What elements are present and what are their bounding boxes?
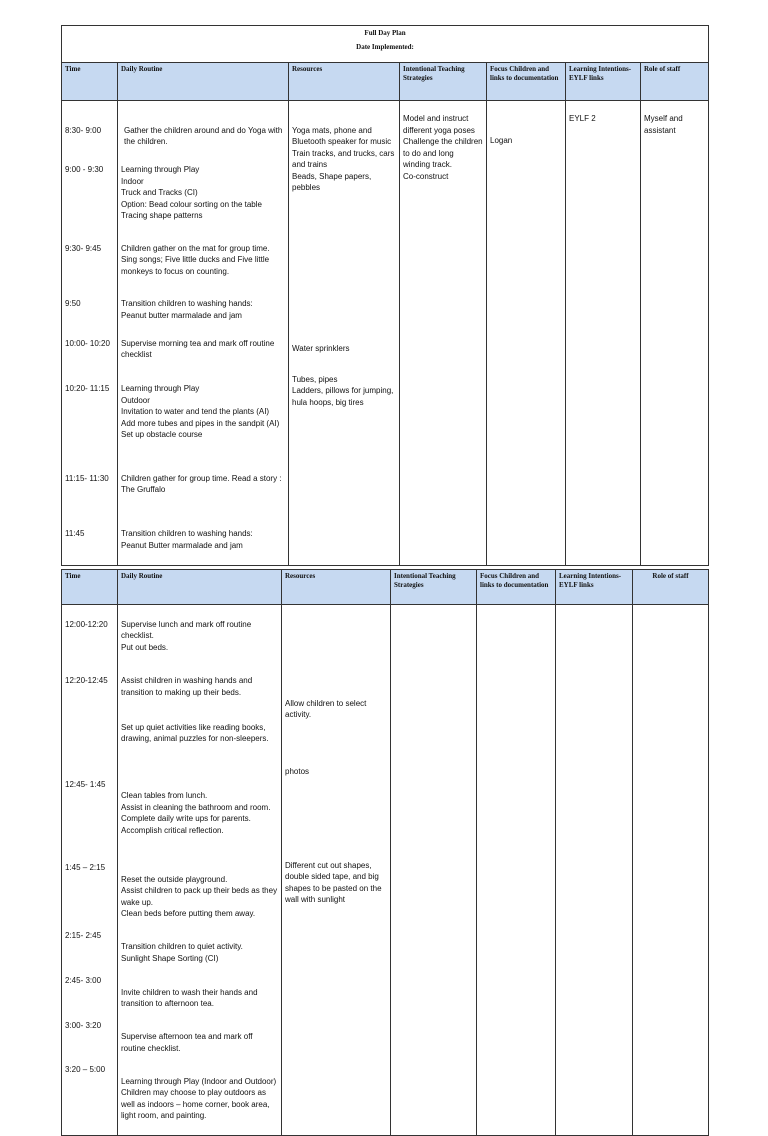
- time-slot: 12:45- 1:45: [65, 779, 106, 789]
- resource-item: Allow children to select activity.: [285, 698, 367, 719]
- header-eylf: Learning Intentions- EYLF links: [566, 63, 641, 101]
- routine-item: Supervise morning tea and mark off routine checklist: [121, 338, 275, 359]
- role-of-staff-cell: Myself and assistant: [641, 101, 709, 566]
- time-slot: 9:00 - 9:30: [65, 165, 104, 174]
- header-strategies: Intentional Teaching Strategies: [400, 63, 487, 101]
- focus-children-cell: Logan: [487, 101, 566, 566]
- header-role-of-staff: Role of staff: [633, 570, 709, 605]
- time-slot: 9:30- 9:45: [65, 243, 102, 253]
- time-slot: 3:20 – 5:00: [65, 1065, 106, 1074]
- header-daily-routine: Daily Routine: [118, 570, 282, 605]
- resource-item: Yoga mats, phone and Bluetooth speaker for music Train tracks, and trucks, cars and trains Beads, Shape papers, pebbles: [292, 125, 395, 192]
- time-slot: 12:00-12:20: [65, 619, 108, 629]
- focus-children-cell: [477, 605, 556, 1136]
- routine-item: Learning through Play Indoor Truck and Tracks (CI) Option: Bead colour sorting on the table Tracing shape patterns: [121, 165, 262, 220]
- header-strategies: Intentional Teaching Strategies: [391, 570, 477, 605]
- routine-item: Set up quiet activities like reading books, drawing, animal puzzles for non-sleepers.: [121, 722, 269, 743]
- header-daily-routine: Daily Routine: [118, 63, 289, 101]
- plan-table-morning: [61, 25, 709, 566]
- routine-item: Learning through Play Outdoor Invitation to water and tend the plants (AI) Add more tubes and pipes in the sandpit (AI) Set up obstacle course: [121, 384, 280, 439]
- header-time: Time: [62, 570, 118, 605]
- strategies-cell: [391, 605, 477, 1136]
- resources-column: [282, 605, 391, 1136]
- header-role-of-staff: Role of staff: [641, 63, 709, 101]
- header-row: [62, 63, 709, 101]
- header-focus-children: Focus Children and links to documentation: [487, 63, 566, 101]
- routine-item: Transition children to washing hands: Peanut Butter marmalade and jam: [121, 529, 253, 550]
- routine-column: [118, 101, 289, 566]
- strategies-cell: Model and instruct different yoga poses Challenge the children to do and long winding track. Co-construct: [400, 101, 487, 566]
- routine-item: Children gather for group time. Read a story : The Gruffalo: [121, 473, 282, 494]
- header-resources: Resources: [282, 570, 391, 605]
- time-slot: 2:45- 3:00: [65, 976, 102, 985]
- role-of-staff-cell: [633, 605, 709, 1136]
- routine-item: Gather the children around and do Yoga with the children.: [124, 125, 283, 146]
- time-slot: 1:45 – 2:15: [65, 863, 106, 872]
- date-implemented-label: Date Implemented:: [356, 43, 414, 51]
- resources-column: [289, 101, 400, 566]
- routine-item: Assist children in washing hands and transition to making up their beds.: [121, 676, 253, 697]
- routine-item: Supervise afternoon tea and mark off routine checklist.: [121, 1032, 253, 1053]
- resource-item: Water sprinklers: [292, 344, 350, 353]
- resource-item: Tubes, pipes Ladders, pillows for jumping, hula hoops, big tires: [292, 374, 394, 407]
- routine-item: Learning through Play (Indoor and Outdoor) Children may choose to play outdoors as well as indoors – home corner, book area, light room, and painting.: [121, 1076, 277, 1120]
- plan-table-afternoon: [61, 569, 709, 1136]
- resource-item: Different cut out shapes, double sided tape, and big shapes to be pasted on the wall with sunlight: [285, 860, 382, 904]
- time-slot: 3:00- 3:20: [65, 1020, 102, 1030]
- header-row: [62, 570, 709, 605]
- resource-item: photos: [285, 767, 310, 776]
- table-row: [62, 605, 709, 1136]
- header-eylf: Learning Intentions- EYLF links: [556, 570, 633, 605]
- time-slot: 12:20-12:45: [65, 676, 108, 685]
- time-column: [62, 605, 118, 1136]
- eylf-cell: EYLF 2: [566, 101, 641, 566]
- time-slot: 10:00- 10:20: [65, 338, 110, 348]
- routine-item: Transition children to quiet activity. Sunlight Shape Sorting (CI): [121, 942, 243, 963]
- header-focus-children: Focus Children and links to documentation: [477, 570, 556, 605]
- header-time: Time: [62, 63, 118, 101]
- time-column: [62, 101, 118, 566]
- time-slot: 2:15- 2:45: [65, 930, 102, 940]
- table-row: [62, 101, 709, 566]
- time-slot: 9:50: [65, 299, 81, 308]
- time-slot: 11:15- 11:30: [65, 473, 109, 483]
- eylf-cell: [556, 605, 633, 1136]
- routine-item: Children gather on the mat for group time. Sing songs; Five little ducks and Five little monkeys to focus on counting.: [121, 243, 270, 276]
- time-slot: 8:30- 9:00: [65, 125, 102, 135]
- header-resources: Resources: [289, 63, 400, 101]
- routine-item: Reset the outside playground. Assist children to pack up their beds as they wake up. Clean beds before putting them away.: [121, 874, 278, 918]
- routine-item: Transition children to washing hands: Peanut butter marmalade and jam: [121, 299, 253, 320]
- time-slot: 10:20- 11:15: [65, 384, 110, 393]
- time-slot: 11:45: [65, 529, 85, 538]
- routine-item: Invite children to wash their hands and transition to afternoon tea.: [121, 987, 258, 1008]
- routine-column: [118, 605, 282, 1136]
- plan-title-cell: [62, 26, 709, 63]
- routine-item: Clean tables from lunch. Assist in cleaning the bathroom and room. Complete daily write ups for parents. Accomplish critical reflection.: [121, 791, 271, 835]
- routine-item: Supervise lunch and mark off routine checklist. Put out beds.: [121, 619, 252, 652]
- plan-title: Full Day Plan: [364, 29, 406, 37]
